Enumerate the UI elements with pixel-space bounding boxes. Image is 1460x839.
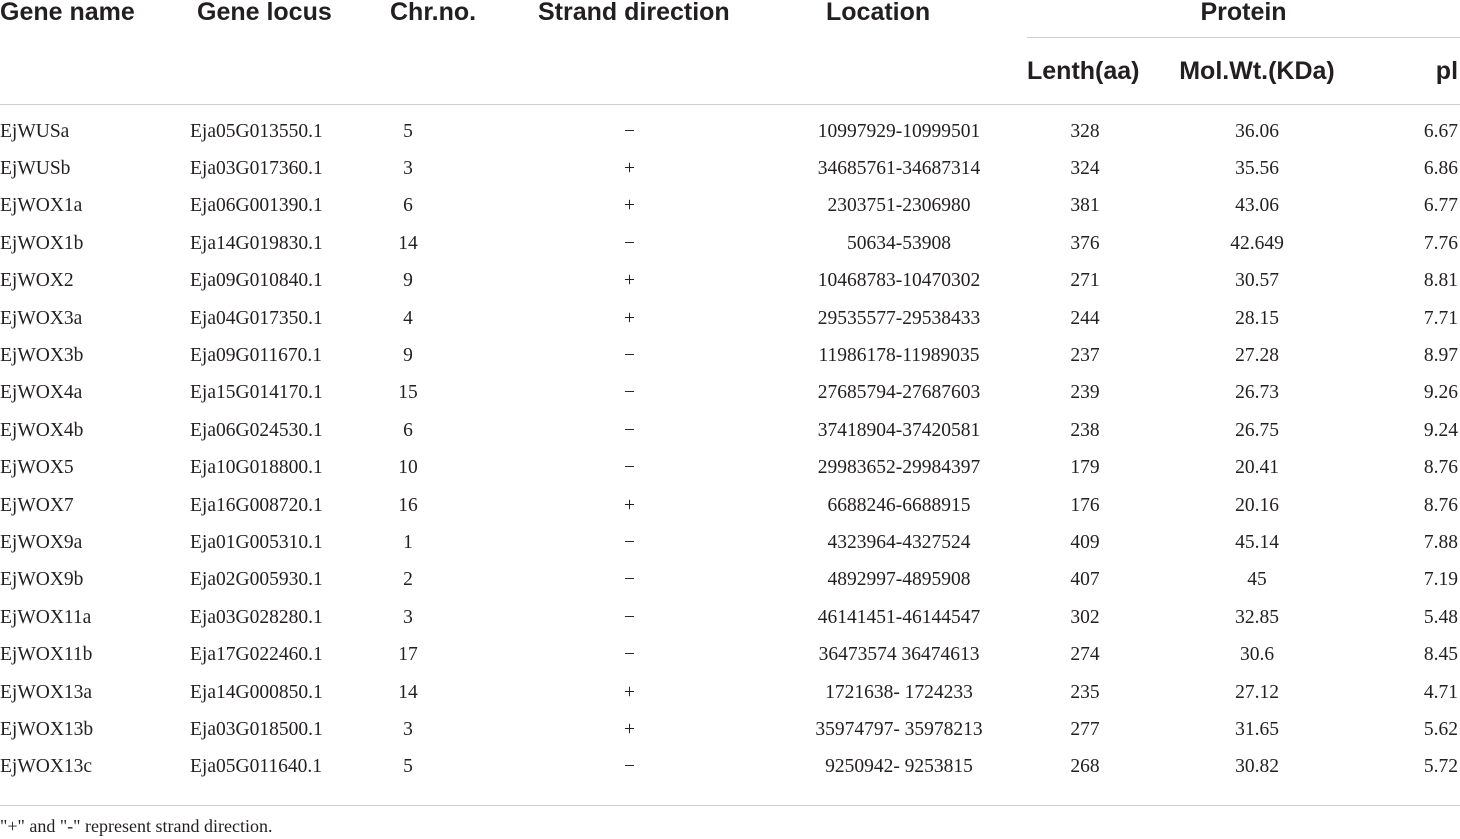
cell-chr-no: 17 — [398, 644, 418, 666]
cell-chr-no: 14 — [398, 681, 418, 703]
cell-location: 29535577-29538433 — [817, 307, 981, 329]
cell-length: 409 — [1070, 531, 1100, 553]
table-row — [0, 105, 1460, 151]
cell-pi: 8.97 — [1423, 345, 1459, 367]
cell-length: 376 — [1070, 232, 1100, 254]
bottom-rule — [0, 805, 1460, 806]
cell-strand: − — [624, 382, 635, 404]
cell-strand: − — [624, 569, 635, 591]
cell-mol-wt: 36.06 — [1235, 120, 1279, 142]
cell-gene-locus: Eja04G017350.1 — [190, 307, 323, 329]
cell-length: 274 — [1070, 644, 1100, 666]
cell-location: 4323964-4327524 — [827, 531, 971, 553]
cell-chr-no: 16 — [398, 494, 418, 516]
cell-pi: 9.24 — [1423, 419, 1459, 441]
cell-pi: 5.62 — [1423, 718, 1459, 740]
cell-gene-name: EjWOX11b — [0, 644, 93, 666]
cell-pi: 7.76 — [1423, 232, 1459, 254]
cell-strand: + — [624, 270, 635, 292]
table-row — [0, 450, 1460, 487]
cell-gene-locus: Eja10G018800.1 — [190, 457, 323, 479]
cell-mol-wt: 30.6 — [1239, 644, 1275, 666]
header-chr-no: Chr.no. — [338, 0, 528, 105]
cell-pi: 8.76 — [1423, 457, 1459, 479]
cell-gene-name: EjWOX3b — [0, 345, 84, 367]
cell-mol-wt: 43.06 — [1235, 195, 1279, 217]
cell-length: 238 — [1070, 419, 1100, 441]
cell-mol-wt: 20.41 — [1235, 457, 1279, 479]
cell-gene-name: EjWOX1b — [0, 232, 84, 254]
cell-mol-wt: 35.56 — [1235, 158, 1279, 180]
cell-location: 4892997-4895908 — [827, 569, 971, 591]
cell-location: 34685761-34687314 — [817, 158, 981, 180]
cell-gene-name: EjWOX4b — [0, 419, 84, 441]
cell-gene-locus: Eja03G017360.1 — [190, 158, 323, 180]
cell-mol-wt: 45 — [1247, 569, 1267, 591]
cell-pi: 5.72 — [1423, 756, 1459, 778]
cell-length: 381 — [1070, 195, 1100, 217]
header-gene-name: Gene name — [0, 0, 175, 105]
cell-strand: − — [624, 345, 635, 367]
cell-length: 302 — [1070, 606, 1100, 628]
cell-gene-locus: Eja16G008720.1 — [190, 494, 323, 516]
cell-length: 237 — [1070, 345, 1100, 367]
cell-length: 328 — [1070, 120, 1100, 142]
table-row — [0, 150, 1460, 187]
cell-gene-name: EjWOX1a — [0, 195, 83, 217]
cell-pi: 6.67 — [1423, 120, 1459, 142]
cell-gene-locus: Eja05G013550.1 — [190, 120, 323, 142]
cell-mol-wt: 30.82 — [1235, 756, 1279, 778]
cell-strand: − — [624, 756, 635, 778]
cell-length: 407 — [1070, 569, 1100, 591]
table-row — [0, 599, 1460, 636]
cell-gene-name: EjWOX13c — [0, 756, 93, 778]
cell-gene-name: EjWOX11a — [0, 606, 92, 628]
cell-length: 271 — [1070, 270, 1100, 292]
table-row — [0, 263, 1460, 300]
cell-location: 10468783-10470302 — [817, 270, 981, 292]
cell-strand: − — [624, 457, 635, 479]
header-strand-direction: Strand direction — [528, 0, 731, 105]
cell-mol-wt: 32.85 — [1235, 606, 1279, 628]
cell-strand: + — [624, 307, 635, 329]
cell-gene-locus: Eja05G011640.1 — [190, 756, 322, 778]
cell-length: 244 — [1070, 307, 1100, 329]
cell-gene-name: EjWOX13a — [0, 681, 93, 703]
cell-location: 29983652-29984397 — [817, 457, 981, 479]
table-row — [0, 375, 1460, 412]
cell-gene-locus: Eja17G022460.1 — [190, 644, 323, 666]
table-row — [0, 711, 1460, 748]
cell-gene-locus: Eja06G001390.1 — [190, 195, 323, 217]
cell-gene-locus: Eja09G011670.1 — [190, 345, 322, 367]
cell-chr-no: 5 — [403, 120, 413, 142]
cell-pi: 6.86 — [1423, 158, 1459, 180]
cell-chr-no: 14 — [398, 232, 418, 254]
cell-mol-wt: 42.649 — [1230, 232, 1284, 254]
cell-gene-name: EjWUSb — [0, 158, 71, 180]
cell-chr-no: 3 — [403, 718, 413, 740]
cell-location: 1721638- 1724233 — [825, 681, 973, 703]
cell-pi: 7.19 — [1423, 569, 1459, 591]
cell-strand: + — [624, 718, 635, 740]
table-row — [0, 225, 1460, 262]
cell-location: 36473574 36474613 — [818, 644, 980, 666]
cell-location: 6688246-6688915 — [827, 494, 971, 516]
cell-mol-wt: 28.15 — [1235, 307, 1279, 329]
cell-chr-no: 9 — [403, 270, 413, 292]
cell-length: 179 — [1070, 457, 1100, 479]
cell-gene-name: EjWUSa — [0, 120, 70, 142]
cell-location: 27685794-27687603 — [817, 382, 981, 404]
cell-mol-wt: 27.12 — [1235, 681, 1279, 703]
cell-chr-no: 1 — [403, 531, 413, 553]
table-row — [0, 562, 1460, 599]
cell-strand: − — [624, 531, 635, 553]
table-row — [0, 674, 1460, 711]
cell-pi: 7.88 — [1423, 531, 1459, 553]
cell-chr-no: 6 — [403, 195, 413, 217]
cell-location: 11986178-11989035 — [818, 345, 980, 367]
cell-chr-no: 4 — [403, 307, 413, 329]
table-row — [0, 412, 1460, 449]
table-row — [0, 749, 1460, 786]
cell-pi: 5.48 — [1423, 606, 1459, 628]
cell-strand: + — [624, 158, 635, 180]
cell-mol-wt: 26.75 — [1235, 419, 1279, 441]
cell-pi: 6.77 — [1423, 195, 1459, 217]
cell-chr-no: 10 — [398, 457, 418, 479]
cell-gene-name: EjWOX9b — [0, 569, 84, 591]
table-row — [0, 636, 1460, 673]
table-row — [0, 300, 1460, 337]
cell-location: 37418904-37420581 — [817, 419, 981, 441]
cell-gene-locus: Eja15G014170.1 — [190, 382, 323, 404]
cell-strand: − — [624, 232, 635, 254]
cell-mol-wt: 31.65 — [1235, 718, 1279, 740]
cell-location: 10997929-10999501 — [817, 120, 981, 142]
cell-mol-wt: 45.14 — [1235, 531, 1279, 553]
header-location: Location — [731, 0, 1027, 105]
cell-strand: − — [624, 644, 635, 666]
cell-strand: − — [624, 419, 635, 441]
cell-pi: 4.71 — [1423, 681, 1459, 703]
header-protein: Protein — [1027, 0, 1460, 38]
cell-chr-no: 9 — [403, 345, 413, 367]
cell-location: 50634-53908 — [847, 232, 951, 254]
header-gene-locus: Gene locus — [175, 0, 338, 105]
cell-mol-wt: 26.73 — [1235, 382, 1279, 404]
cell-chr-no: 5 — [403, 756, 413, 778]
table-row — [0, 487, 1460, 524]
cell-length: 268 — [1070, 756, 1100, 778]
cell-length: 239 — [1070, 382, 1100, 404]
cell-strand: − — [624, 606, 635, 628]
table-body — [0, 105, 1460, 787]
cell-length: 324 — [1070, 158, 1100, 180]
cell-location: 35974797- 35978213 — [815, 718, 983, 740]
cell-chr-no: 3 — [403, 606, 413, 628]
cell-gene-locus: Eja03G018500.1 — [190, 718, 323, 740]
cell-strand: + — [624, 494, 635, 516]
table-row — [0, 524, 1460, 561]
cell-gene-locus: Eja09G010840.1 — [190, 270, 323, 292]
cell-chr-no: 3 — [403, 158, 413, 180]
cell-chr-no: 2 — [403, 569, 413, 591]
cell-gene-name: EjWOX4a — [0, 382, 83, 404]
footnote: "+" and "-" represent strand direction. — [0, 816, 273, 836]
cell-chr-no: 15 — [398, 382, 418, 404]
header-length: Lenth(aa) — [1027, 38, 1137, 105]
cell-location: 2303751-2306980 — [827, 195, 971, 217]
cell-gene-name: EjWOX9a — [0, 531, 83, 553]
cell-mol-wt: 20.16 — [1235, 494, 1279, 516]
cell-length: 176 — [1070, 494, 1100, 516]
cell-length: 277 — [1070, 718, 1100, 740]
cell-pi: 9.26 — [1423, 382, 1459, 404]
cell-strand: + — [624, 195, 635, 217]
cell-gene-locus: Eja14G019830.1 — [190, 232, 323, 254]
table-row — [0, 188, 1460, 225]
cell-pi: 8.81 — [1423, 270, 1459, 292]
cell-mol-wt: 30.57 — [1235, 270, 1279, 292]
header-pi: pl — [1377, 38, 1460, 105]
cell-gene-name: EjWOX3a — [0, 307, 83, 329]
cell-chr-no: 6 — [403, 419, 413, 441]
header-mol-wt: Mol.Wt.(KDa) — [1137, 38, 1377, 105]
cell-pi: 7.71 — [1423, 307, 1459, 329]
cell-gene-name: EjWOX2 — [0, 270, 74, 292]
cell-location: 9250942- 9253815 — [825, 756, 973, 778]
table-row — [0, 337, 1460, 374]
cell-mol-wt: 27.28 — [1235, 345, 1279, 367]
cell-gene-locus: Eja06G024530.1 — [190, 419, 323, 441]
cell-location: 46141451-46144547 — [817, 606, 981, 628]
cell-gene-locus: Eja03G028280.1 — [190, 606, 323, 628]
cell-gene-name: EjWOX13b — [0, 718, 94, 740]
cell-gene-name: EjWOX7 — [0, 494, 74, 516]
cell-pi: 8.76 — [1423, 494, 1459, 516]
cell-gene-locus: Eja01G005310.1 — [190, 531, 323, 553]
cell-gene-locus: Eja02G005930.1 — [190, 569, 323, 591]
cell-strand: + — [624, 681, 635, 703]
cell-length: 235 — [1070, 681, 1100, 703]
cell-pi: 8.45 — [1423, 644, 1459, 666]
cell-gene-name: EjWOX5 — [0, 457, 74, 479]
cell-strand: − — [624, 120, 635, 142]
cell-gene-locus: Eja14G000850.1 — [190, 681, 323, 703]
table-header — [0, 0, 1460, 105]
